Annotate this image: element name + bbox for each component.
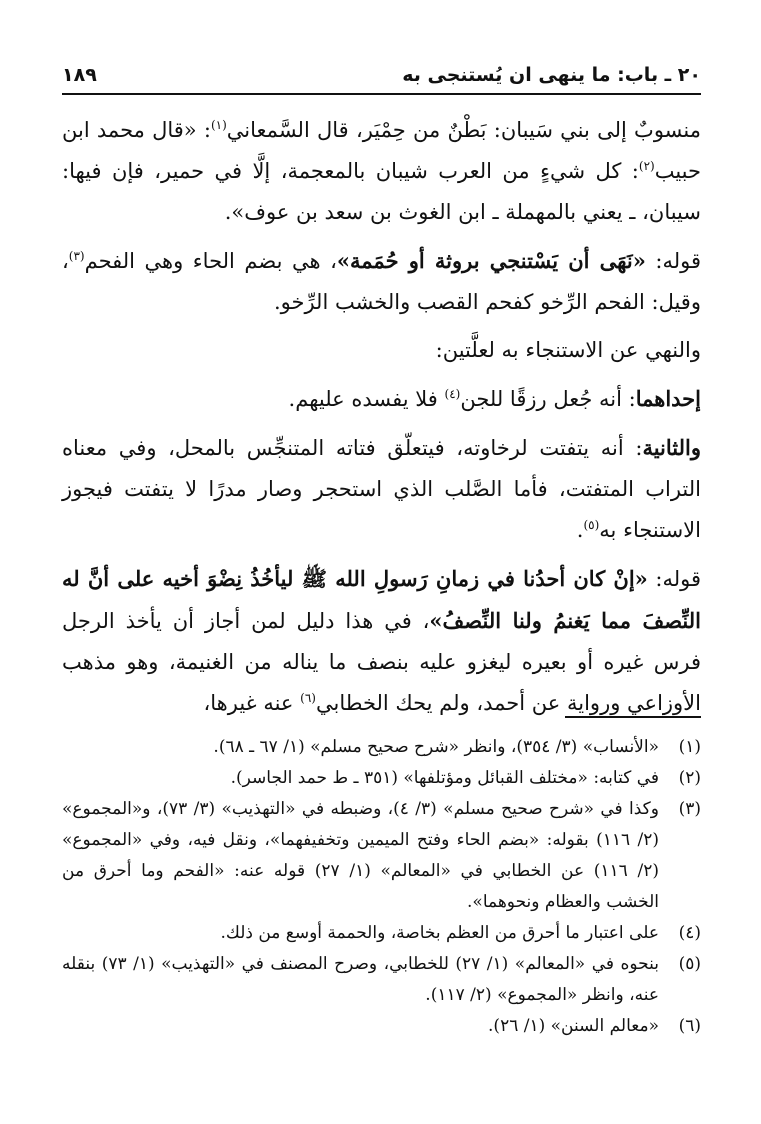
footnote-ref: (٤) (444, 387, 461, 401)
footnote (62, 763, 701, 794)
bold-text: والثانية (642, 435, 701, 460)
footnote-ref: (٦) (300, 691, 316, 705)
footnote-text: بنحوه في «المعالم» (١/ ٢٧) للخطابي، وصرح المصنف في «التهذيب» (١/ ٧٣) بنقله عنه، وانظر «المجموع» (٢/ ١١٧). (62, 954, 660, 1005)
paragraph (62, 558, 701, 724)
footnote-text: في كتابه: «مختلف القبائل ومؤتلفها» (٣٥١ ـ ط حمد الجاسر). (230, 768, 659, 788)
footnote-number: (٣) (678, 799, 701, 819)
page-number: ١٨٩ (62, 64, 97, 86)
text-run: والنهي عن الاستنجاء به لعلَّتين: (435, 338, 701, 362)
footnote (62, 1011, 701, 1042)
paragraph (62, 330, 701, 371)
text-run: : أنه جُعل رزقًا للجن (460, 387, 636, 411)
footnote-text: «الأنساب» (٣/ ٣٥٤)، وانظر «شرح صحيح مسلم» (١/ ٦٧ ـ ٦٨). (213, 737, 659, 757)
footnote-text: وكذا في «شرح صحيح مسلم» (٣/ ٤)، وضبطه في «التهذيب» (٣/ ٧٣)، و«المجموع» (٢/ ١١٦) بقوله: «بضم الحاء وفتح الميمين وتخفيفهما»، ونقل فيه، وفي «المجموع» (٢/ ١١٦) عن الخطابي في «المعالم» (١/ ٢٧) قوله عنه: «الفحم وما أحرق من الخشب والعظام ونحوهما». (62, 799, 659, 912)
text-run: فلا يفسده عليهم. (288, 387, 445, 411)
page-header (62, 60, 701, 90)
footnote (62, 918, 701, 949)
text-run: منسوبٌ إلى بني سَيبان: بَطْنٌ من حِمْيَر، قال السَّمعاني (226, 118, 701, 142)
text-run: عنه غيرها، (203, 691, 301, 715)
text-run: قوله: (647, 567, 701, 591)
footnotes (62, 732, 701, 1042)
footnote (62, 949, 701, 1011)
footnote-number: (١) (678, 737, 701, 757)
footnote-divider (565, 716, 701, 718)
text-run: ، في هذا دليل لمن أجاز أن يأخذ الرجل فرس غيره أو بعيره ليغزو عليه بنصف ما يناله من الغنيمة، وهو مذهب الأوزاعي ورواية عن أحمد، ولم يحك الخطابي (62, 609, 701, 715)
paragraph (62, 110, 701, 233)
footnote-text: «معالم السنن» (١/ ٢٦). (488, 1016, 659, 1036)
footnote-ref: (٣) (68, 249, 85, 263)
footnote-number: (٦) (678, 1016, 701, 1036)
footnote (62, 732, 701, 763)
paragraph (62, 427, 701, 551)
main-text (62, 110, 701, 731)
text-run: ، وقيل: الفحم الرِّخو كفحم القصب والخشب الرِّخو. (62, 249, 701, 314)
text-run: : «قال محمد ابن حبيب (62, 118, 701, 183)
footnote-text: على اعتبار ما أحرق من العظم بخاصة، والحممة أوسع من ذلك. (220, 923, 659, 943)
chapter-title: ٢٠ ـ باب: ما ينهى ان يُستنجى به (402, 64, 701, 86)
header-divider (62, 93, 701, 95)
footnote-ref: (١) (210, 118, 227, 132)
footnote-number: (٢) (678, 768, 701, 788)
paragraph (62, 240, 701, 323)
footnote-ref: (٥) (583, 518, 600, 532)
text-run: قوله: (645, 249, 702, 273)
paragraph (62, 378, 701, 420)
bold-text: «نَهَى أن يَسْتنجي بروثة أو حُمَمة» (336, 248, 646, 273)
text-run: : أنه يتفتت لرخاوته، فيتعلّق فتاته المتنجِّس بالمحل، وفي معناه التراب المتفتت، فأما الصَّلب الذي استحجر وصار مدرًا لا يتفتت فيجوز الاستنجاء به (62, 436, 701, 542)
footnote (62, 794, 701, 918)
footnote-number: (٥) (678, 954, 701, 974)
text-run: : كل شيءٍ من العرب شيبان بالمعجمة، إلَّا في حمير، فإن فيها: سيبان، ـ يعني بالمهملة ـ ابن الغوث بن سعد بن عوف». (62, 159, 701, 224)
text-run: . (576, 518, 584, 542)
bold-text: إحداهما (635, 386, 701, 411)
text-run: ، هي بضم الحاء وهي الفحم (84, 249, 337, 273)
footnote-number: (٤) (678, 923, 701, 943)
footnote-ref: (٢) (638, 159, 655, 173)
bold-text: «إنْ كان أحدُنا في زمانِ رَسولِ الله ﷺ ليأخُذُ نِضْوَ أخيه على أنَّ له النِّصفَ مما يَغنمُ ولنا النِّصفُ» (62, 566, 701, 633)
